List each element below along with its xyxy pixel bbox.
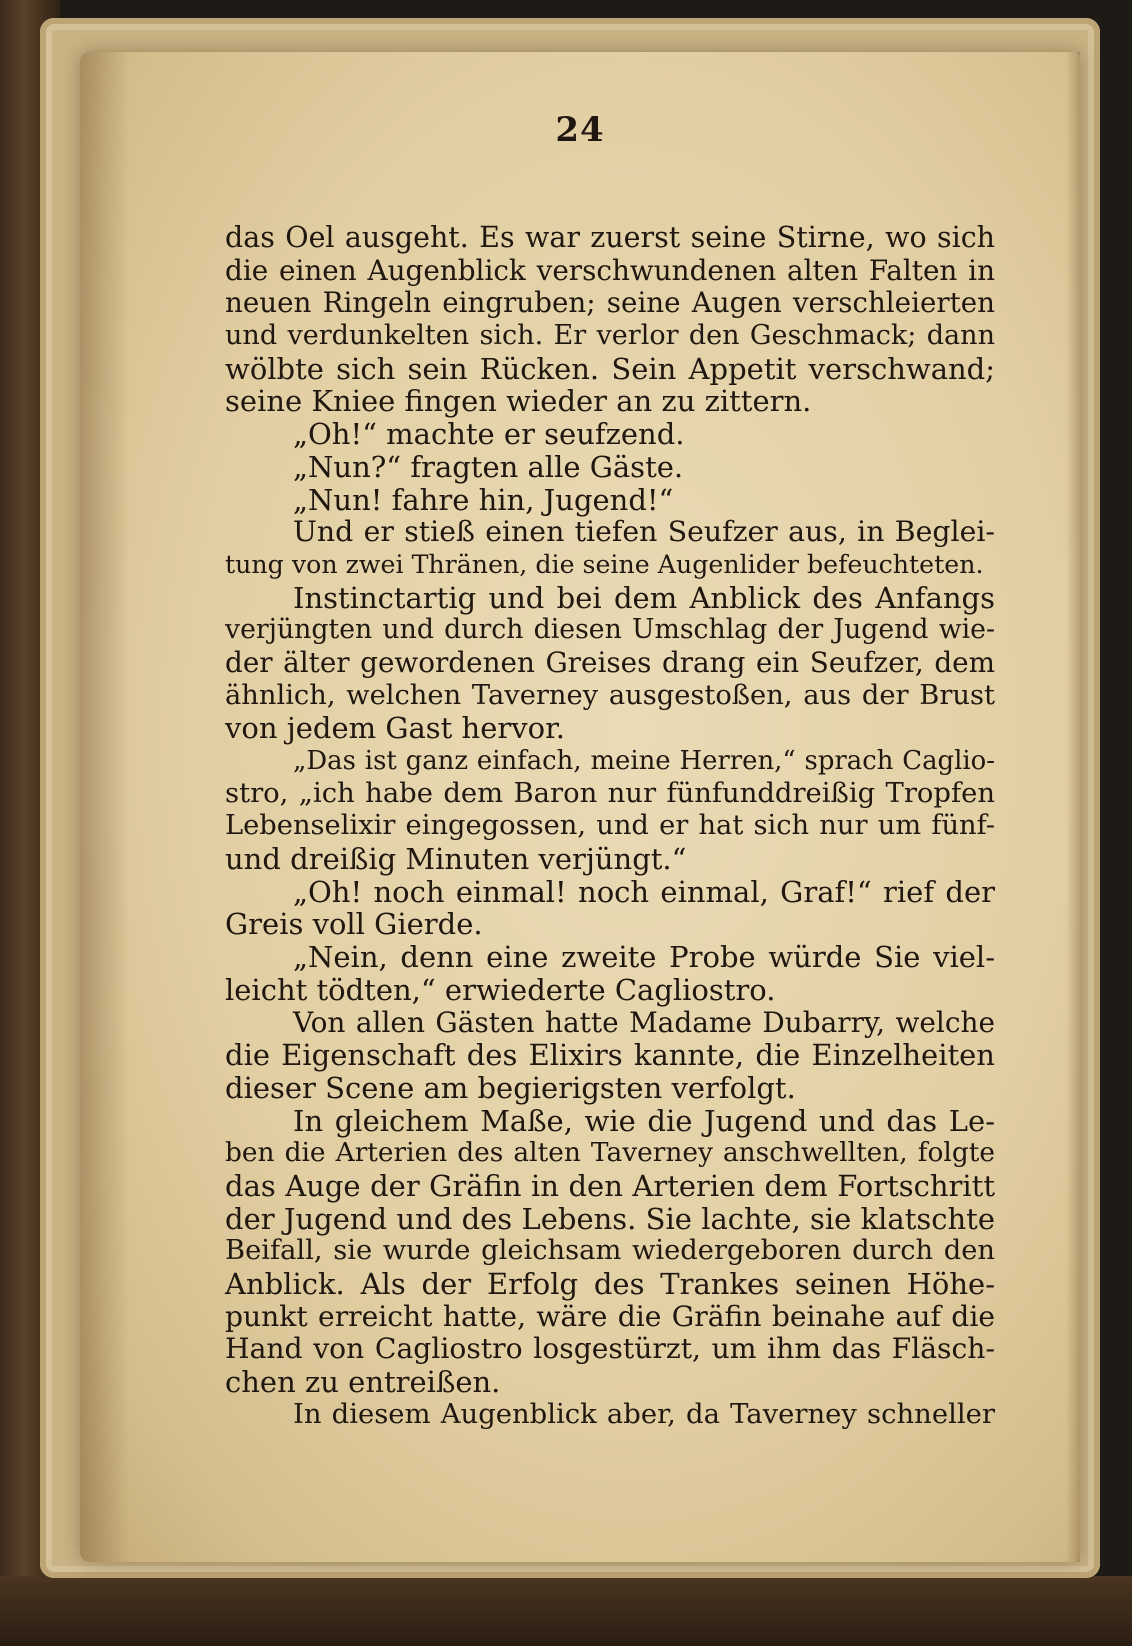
text-line: das Auge der Gräfin in den Arterien dem Fortschritt: [225, 1168, 995, 1203]
book-cover-bottom: [0, 1576, 1132, 1646]
text-line: Und er stieß einen tiefen Seufzer aus, in Beglei-: [293, 515, 995, 549]
text-line: „Nein, denn eine zweite Probe würde Sie viel-: [293, 940, 995, 975]
text-line: die einen Augenblick verschwundenen alten Falten in: [225, 253, 995, 287]
text-line: neuen Ringeln eingruben; seine Augen verschleierten: [225, 286, 995, 320]
text-line: dieser Scene am begierigsten verfolgt.: [225, 1070, 796, 1105]
text-line: von jedem Gast hervor.: [225, 711, 565, 746]
page-number: 24: [555, 110, 605, 150]
text-line: die Eigenschaft des Elixirs kannte, die Einzelheiten: [225, 1038, 995, 1073]
text-line: Instinctartig und bei dem Anblick des Anfangs: [293, 580, 995, 615]
text-line: der älter gewordenen Greises drang ein Seufzer, dem: [225, 645, 995, 679]
page-gutter-shadow: [80, 52, 130, 1562]
text-line: „Oh! noch einmal! noch einmal, Graf!“ rief der: [293, 874, 995, 909]
text-line: das Oel ausgeht. Es war zuerst seine Stirne, wo sich: [225, 221, 995, 254]
page-edge-shadow: [1066, 52, 1080, 1562]
text-line: verjüngten und durch diesen Umschlag der Jugend wie-: [225, 614, 995, 646]
text-line: Lebenselixir eingegossen, und er hat sich nur um fünf-: [225, 810, 995, 842]
text-line: Hand von Cagliostro losgestürzt, um ihm das Fläsch-: [225, 1332, 995, 1366]
text-line: Anblick. Als der Erfolg des Trankes seinen Höhe-: [225, 1267, 995, 1301]
text-line: punkt erreicht hatte, wäre die Gräfin beinahe auf die: [225, 1299, 995, 1333]
text-line: In diesem Augenblick aber, da Taverney schneller: [293, 1398, 995, 1430]
text-line: wölbte sich sein Rücken. Sein Appetit verschwand;: [225, 351, 995, 386]
text-line: Greis voll Gierde.: [225, 907, 483, 942]
book-page: [80, 52, 1080, 1562]
text-line: seine Kniee fingen wieder an zu zittern.: [225, 384, 812, 419]
text-line: tung von zwei Thränen, die seine Augenlider befeuchteten.: [225, 549, 984, 579]
text-line: und dreißig Minuten verjüngt.“: [225, 842, 687, 877]
text-line: Von allen Gästen hatte Madame Dubarry, welche: [293, 1005, 995, 1039]
text-line: chen zu entreißen.: [225, 1365, 501, 1400]
text-line: der Jugend und des Lebens. Sie lachte, sie klatschte: [225, 1201, 995, 1236]
text-line: Beifall, sie wurde gleichsam wiedergeboren durch den: [225, 1235, 995, 1267]
text-line: „Das ist ganz einfach, meine Herren,“ sprach Caglio-: [293, 746, 995, 776]
text-line: In gleichem Maße, wie die Jugend und das Le-: [293, 1103, 995, 1138]
text-line: „Nun! fahre hin, Jugend!“: [293, 482, 674, 517]
text-line: „Nun?“ fragten alle Gäste.: [293, 449, 684, 484]
text-line: ähnlich, welchen Taverney ausgestoßen, aus der Brust: [225, 679, 995, 711]
text-line: und verdunkelten sich. Er verlor den Geschmack; dann: [225, 320, 995, 352]
text-line: ben die Arterien des alten Taverney anschwellten, folgte: [225, 1137, 995, 1169]
body-text: [225, 222, 995, 1431]
text-line: leicht tödten,“ erwiederte Cagliostro.: [225, 972, 776, 1007]
text-line: „Oh!“ machte er seufzend.: [293, 417, 685, 452]
text-line: stro, „ich habe dem Baron nur fünfunddreißig Tropfen: [225, 777, 995, 809]
